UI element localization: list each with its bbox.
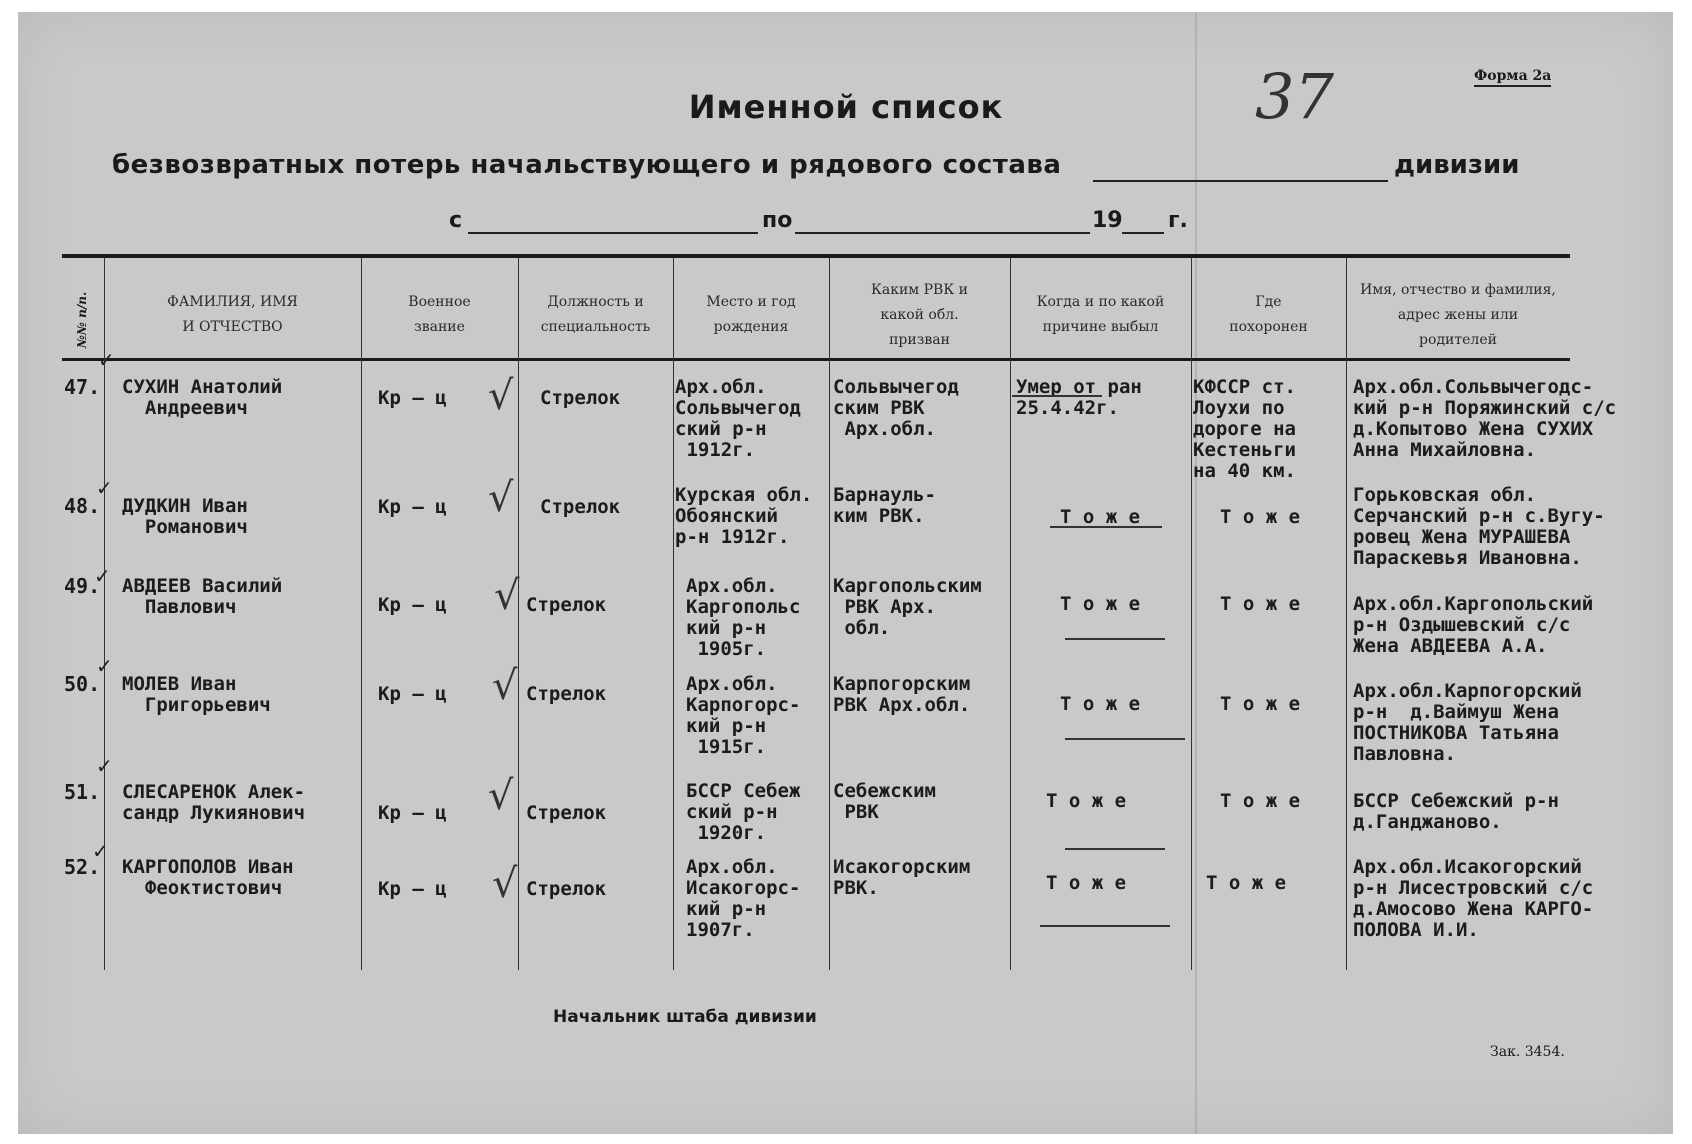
header-buried: Где похоронен — [1229, 294, 1308, 335]
document-title: Именной список — [688, 88, 1004, 126]
row-rank: Кр – ц — [378, 683, 447, 705]
checkmark-icon: √ — [492, 861, 518, 907]
header-position: Должность и специальность — [540, 294, 651, 335]
row-name: МОЛЕВ Иван Григорьевич — [122, 673, 271, 716]
row-rank: Кр – ц — [378, 802, 447, 824]
row-birth: БССР Себеж ский р-н 1920г. — [686, 780, 801, 844]
row-rank: Кр – ц — [378, 496, 447, 518]
row-rvk: Карпогорским РВК Арх.обл. — [833, 673, 971, 716]
tick-icon: ✓ — [96, 476, 113, 500]
row-number: 47. — [64, 375, 101, 399]
row-birth: Арх.обл. Каргопольс кий р-н 1905г. — [686, 575, 801, 660]
date-from-label: с — [449, 208, 463, 233]
column-divider — [1191, 258, 1192, 970]
checkmark-icon: √ — [492, 663, 518, 709]
header-relative: Имя, отчество и фамилия, адрес жены или родителей — [1360, 281, 1556, 348]
column-divider — [1010, 258, 1011, 970]
row-position: Стрелок — [540, 496, 621, 518]
checkmark-icon: √ — [488, 373, 514, 419]
row-rank: Кр – ц — [378, 594, 447, 616]
row-rvk: Исакогорским РВК. — [833, 856, 971, 899]
row-position: Стрелок — [526, 878, 607, 900]
row-position: Стрелок — [526, 594, 607, 616]
row-birth: Арх.обл. Сольвычегод ский р-н 1912г. — [675, 376, 801, 461]
header-cause: Когда и по какой причине выбыл — [1036, 294, 1165, 335]
row-cause: Т о ж е — [1060, 593, 1141, 615]
row-birth: Курская обл. Обоянский р-н 1912г. — [675, 484, 813, 548]
row-position: Стрелок — [540, 387, 621, 409]
underline-mark — [1040, 925, 1170, 927]
row-cause: Т о ж е — [1060, 506, 1141, 528]
row-number: 48. — [64, 494, 101, 518]
row-cause: Т о ж е — [1046, 872, 1127, 894]
row-number: 51. — [64, 780, 101, 804]
date-from-blank — [468, 232, 758, 234]
underline-mark — [1065, 638, 1165, 640]
date-year-prefix: 19 — [1092, 208, 1123, 233]
row-number: 52. — [64, 855, 101, 879]
header-rank: Военное звание — [408, 294, 471, 335]
row-rank: Кр – ц — [378, 878, 447, 900]
row-relative: Арх.обл.Каргопольский р-н Оздышевский с/с Жена АВДЕЕВА А.А. — [1353, 593, 1594, 657]
form-label: Форма 2а — [1474, 68, 1551, 87]
row-number: 50. — [64, 672, 101, 696]
row-name: СУХИН Анатолий Андреевич — [122, 376, 283, 419]
row-cause: Т о ж е — [1060, 693, 1141, 715]
row-number: 49. — [64, 574, 101, 598]
checkmark-icon: √ — [494, 573, 520, 619]
row-birth: Арх.обл. Карпогорс- кий р-н 1915г. — [686, 673, 801, 758]
row-name: АВДЕЕВ Василий Павлович — [122, 575, 283, 618]
header-rvk: Каким РВК и какой обл. призван — [871, 281, 968, 348]
date-year-blank — [1122, 232, 1164, 234]
header-number-label: №№ п/п. — [75, 291, 89, 349]
row-birth: Арх.обл. Исакогорс- кий р-н 1907г. — [686, 856, 801, 941]
row-rvk: Каргопольским РВК Арх. обл. — [833, 575, 982, 639]
column-divider — [1346, 258, 1347, 970]
header-birth: Место и год рождения — [706, 294, 796, 335]
row-rank: Кр – ц — [378, 387, 447, 409]
table-header-rule — [62, 358, 1570, 361]
tick-icon: ✓ — [94, 564, 111, 588]
document-subtitle: безвозвратных потерь начальствующего и рядового состава — [112, 150, 1062, 180]
subtitle-suffix: дивизии — [1394, 150, 1520, 180]
column-divider — [829, 258, 830, 970]
row-relative: Арх.обл.Сольвычегодс- кий р-н Поряжинский с/с д.Копытово Жена СУХИХ Анна Михайловна. — [1353, 376, 1617, 461]
checkmark-icon: √ — [488, 475, 514, 521]
underline-mark — [1065, 848, 1165, 850]
row-name: КАРГОПОЛОВ Иван Феоктистович — [122, 856, 294, 899]
tick-icon: ✓ — [96, 654, 113, 678]
column-divider — [673, 258, 674, 970]
underline-mark — [1065, 738, 1185, 740]
row-position: Стрелок — [526, 802, 607, 824]
row-relative: Горьковская обл. Серчанский р-н с.Вугу- ровец Жена МУРАШЕВА Параскевья Ивановна. — [1353, 484, 1605, 569]
order-number: Зак. 3454. — [1490, 1044, 1565, 1060]
row-buried: Т о ж е — [1206, 872, 1287, 894]
row-relative: БССР Себежский р-н д.Ганджаново. — [1353, 790, 1559, 833]
tick-icon: ✓ — [98, 348, 115, 372]
row-cause: Т о ж е — [1046, 790, 1127, 812]
date-to-blank — [795, 232, 1090, 234]
column-divider — [361, 258, 362, 970]
row-name: СЛЕСАРЕНОК Алек- сандр Лукиянович — [122, 781, 306, 824]
row-relative: Арх.обл.Исакогорский р-н Лисестровский с/с д.Амосово Жена КАРГО- ПОЛОВА И.И. — [1353, 856, 1594, 941]
handwritten-page-number: 37 — [1255, 60, 1334, 133]
row-rvk: Себежским РВК — [833, 780, 936, 823]
row-buried: Т о ж е — [1220, 593, 1301, 615]
row-name: ДУДКИН Иван Романович — [122, 495, 248, 538]
header-number — [62, 280, 102, 360]
row-buried: Т о ж е — [1220, 790, 1301, 812]
division-blank-line — [1093, 180, 1388, 182]
row-buried: Т о ж е — [1220, 693, 1301, 715]
date-to-label: по — [762, 208, 793, 233]
row-buried: КФССР ст. Лоухи по дороге на Кестеньги на 40 км. — [1193, 376, 1296, 482]
row-relative: Арх.обл.Карпогорский р-н д.Ваймуш Жена ПОСТНИКОВА Татьяна Павловна. — [1353, 680, 1582, 765]
tick-icon: ✓ — [92, 839, 109, 863]
table-top-rule — [62, 254, 1570, 258]
row-buried: Т о ж е — [1220, 506, 1301, 528]
date-year-suffix: г. — [1168, 208, 1188, 233]
document-sheet — [18, 12, 1673, 1134]
row-rvk: Барнауль- ким РВК. — [833, 484, 936, 527]
row-rvk: Сольвычегод ским РВК Арх.обл. — [833, 376, 959, 440]
underline-mark — [1012, 395, 1102, 397]
header-name: ФАМИЛИЯ, ИМЯ И ОТЧЕСТВО — [167, 294, 298, 335]
row-position: Стрелок — [526, 683, 607, 705]
tick-icon: ✓ — [96, 754, 113, 778]
underline-mark — [1050, 526, 1162, 528]
chief-of-staff-signature-label: Начальник штаба дивизии — [553, 1007, 817, 1027]
checkmark-icon: √ — [488, 773, 514, 819]
row-cause: Умер от ран 25.4.42г. — [1016, 376, 1142, 419]
